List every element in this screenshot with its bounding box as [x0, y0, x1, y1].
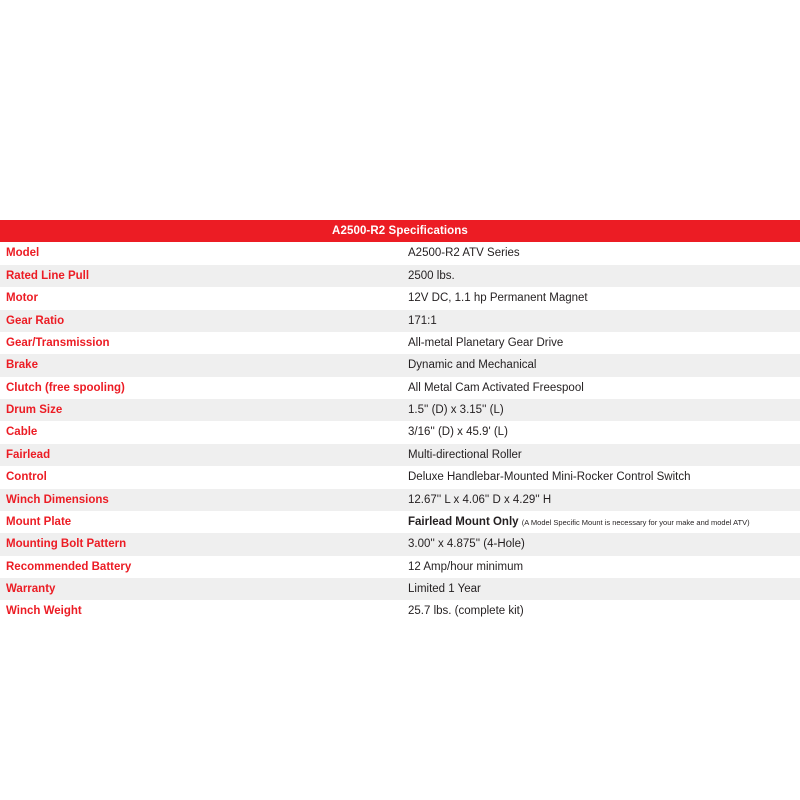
spec-label: Fairlead — [0, 444, 400, 466]
spec-value-text: 3/16'' (D) x 45.9' (L) — [408, 426, 508, 439]
spec-value — [400, 421, 800, 443]
spec-value — [400, 399, 800, 421]
spec-label: Recommended Battery — [0, 556, 400, 578]
spec-value — [400, 310, 800, 332]
spec-row — [0, 287, 800, 309]
spec-value-text: Dynamic and Mechanical — [408, 359, 537, 372]
spec-label: Mount Plate — [0, 511, 400, 533]
spec-label: Rated Line Pull — [0, 265, 400, 287]
specifications-title-row — [0, 220, 800, 242]
spec-value-text: 12.67'' L x 4.06'' D x 4.29'' H — [408, 493, 552, 506]
spec-value-text: Deluxe Handlebar-Mounted Mini-Rocker Control Switch — [408, 471, 691, 484]
specifications-panel — [0, 220, 800, 623]
spec-value-text: All Metal Cam Activated Freespool — [408, 381, 584, 394]
spec-value-text: 12V DC, 1.1 hp Permanent Magnet — [408, 292, 588, 305]
spec-row — [0, 310, 800, 332]
spec-value-text: 2500 lbs. — [408, 269, 455, 282]
spec-row — [0, 242, 800, 264]
spec-label: Motor — [0, 287, 400, 309]
spec-label: Gear/Transmission — [0, 332, 400, 354]
spec-value — [400, 511, 800, 533]
spec-value — [400, 489, 800, 511]
spec-row — [0, 600, 800, 622]
spec-value-text: Multi-directional Roller — [408, 448, 522, 461]
spec-value-note: (A Model Specific Mount is necessary for your make and model ATV) — [521, 517, 750, 527]
spec-value — [400, 354, 800, 376]
specifications-title: A2500-R2 Specifications — [0, 220, 800, 242]
spec-value — [400, 377, 800, 399]
spec-value — [400, 578, 800, 600]
spec-value-text: 1.5'' (D) x 3.15'' (L) — [408, 404, 504, 416]
spec-row — [0, 421, 800, 443]
spec-label: Gear Ratio — [0, 310, 400, 332]
spec-label: Cable — [0, 421, 400, 443]
spec-value-text: 171:1 — [408, 314, 437, 327]
spec-label: Winch Dimensions — [0, 489, 400, 511]
spec-row — [0, 511, 800, 533]
spec-row — [0, 354, 800, 376]
spec-label: Winch Weight — [0, 600, 400, 622]
spec-value — [400, 287, 800, 309]
specifications-table — [0, 220, 800, 623]
spec-label: Model — [0, 242, 400, 264]
spec-label: Warranty — [0, 578, 400, 600]
spec-row — [0, 533, 800, 555]
spec-value-text: 25.7 lbs. (complete kit) — [408, 605, 524, 618]
spec-value — [400, 600, 800, 622]
spec-value — [400, 242, 800, 264]
spec-row — [0, 556, 800, 578]
spec-value — [400, 466, 800, 488]
spec-row — [0, 444, 800, 466]
spec-value — [400, 533, 800, 555]
spec-value-text: Fairlead Mount Only — [408, 515, 519, 528]
spec-label: Drum Size — [0, 399, 400, 421]
spec-value — [400, 556, 800, 578]
specifications-table-body — [0, 220, 800, 623]
spec-row — [0, 332, 800, 354]
spec-label: Brake — [0, 354, 400, 376]
spec-value-text: All-metal Planetary Gear Drive — [408, 336, 564, 349]
spec-label: Clutch (free spooling) — [0, 377, 400, 399]
spec-label: Mounting Bolt Pattern — [0, 533, 400, 555]
spec-row — [0, 466, 800, 488]
spec-row — [0, 489, 800, 511]
spec-row — [0, 399, 800, 421]
spec-row — [0, 377, 800, 399]
spec-value-text: Limited 1 Year — [408, 583, 481, 595]
spec-label: Control — [0, 466, 400, 488]
spec-value — [400, 265, 800, 287]
spec-value-text: 12 Amp/hour minimum — [408, 560, 524, 573]
spec-row — [0, 578, 800, 600]
spec-value — [400, 444, 800, 466]
spec-value-text: A2500-R2 ATV Series — [408, 247, 520, 260]
spec-row — [0, 265, 800, 287]
spec-value — [400, 332, 800, 354]
spec-value-text: 3.00'' x 4.875'' (4-Hole) — [408, 538, 525, 551]
